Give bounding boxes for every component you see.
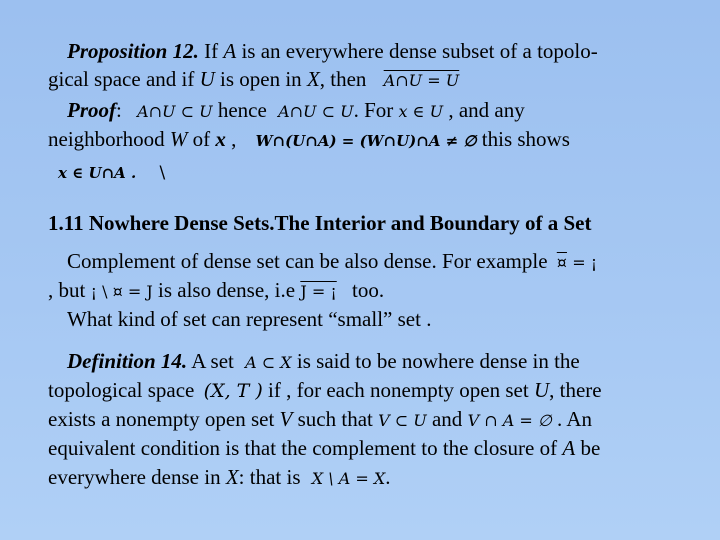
- proposition-line-2: [48, 66, 459, 94]
- complement-symbol-2: ¡ \ ¤ = J: [90, 282, 153, 301]
- proposition-text-if: If: [204, 39, 219, 63]
- definition-formula-2: (X, T ): [203, 380, 263, 402]
- proof-text-for: . For: [353, 98, 394, 122]
- definition-var-a: A: [562, 436, 576, 460]
- definition-formula-4: V ∩ A = ∅: [467, 411, 552, 430]
- complement-text-but: , but: [48, 278, 86, 302]
- proposition-text-then: , then: [319, 67, 367, 91]
- proposition-label: Proposition 12.: [67, 39, 199, 63]
- definition-text-everywhere: everywhere dense in: [48, 465, 221, 489]
- proof-text-neighborhood: neighborhood: [48, 127, 165, 151]
- complement-text-also-dense: is also dense, i.e: [158, 278, 296, 302]
- proof-text-this-shows: this shows: [481, 127, 570, 151]
- definition-text-there: , there: [549, 378, 602, 402]
- definition-formula-5: X \ A = X: [311, 469, 386, 488]
- complement-line-2: [48, 277, 384, 305]
- definition-text-topological: topological space: [48, 378, 195, 402]
- proof-var-x: x: [215, 127, 226, 151]
- proof-line-3: [58, 158, 165, 186]
- definition-text-1: is said to be nowhere dense in the: [296, 349, 580, 373]
- definition-text-exists: exists a nonempty open set: [48, 407, 275, 431]
- proof-line-2: [48, 126, 570, 154]
- proof-formula-5: x ∈ U∩A .: [58, 164, 137, 182]
- definition-var-v: V: [279, 407, 293, 431]
- proof-text-hence: hence: [217, 98, 267, 122]
- proof-formula-1: A∩U ⊂ U: [137, 102, 213, 121]
- definition-text-period: .: [385, 465, 391, 489]
- complement-symbol-1: ¤: [556, 253, 567, 272]
- definition-line-2: [48, 377, 602, 404]
- proof-var-w: W: [169, 127, 188, 151]
- definition-text-and: and: [431, 407, 463, 431]
- definition-text-an: . An: [557, 407, 593, 431]
- definition-var-u: U: [533, 378, 550, 402]
- proof-end-mark: \: [159, 163, 166, 183]
- proof-formula-3: x ∈ U: [398, 102, 444, 121]
- definition-line-4: [48, 435, 600, 461]
- proposition-text-dense: is an everywhere dense subset of a topolo-: [241, 39, 598, 63]
- proof-comma: ,: [231, 127, 237, 151]
- definition-text-a-set: A set: [191, 349, 234, 373]
- proposition-var-u: U: [199, 67, 215, 91]
- proposition-text-open: is open in: [220, 67, 302, 91]
- proof-text-and-any: , and any: [448, 98, 525, 122]
- definition-formula-3: V ⊂ U: [378, 411, 427, 430]
- definition-text-be: be: [580, 436, 601, 460]
- definition-line-3: [48, 406, 592, 434]
- proposition-var-a: A: [223, 39, 237, 63]
- definition-line-1: [67, 348, 580, 376]
- definition-var-x: X: [225, 465, 239, 489]
- proof-formula-4: W∩(U∩A) = (W∩U)∩A ≠ ∅: [255, 132, 477, 150]
- definition-formula-1: A ⊂ X: [245, 353, 292, 372]
- section-heading: 1.11 Nowhere Dense Sets.The Interior and Boundary of a Set: [48, 211, 592, 235]
- proposition-formula: A∩U = U: [383, 71, 460, 90]
- proposition-text-gical: gical space and if: [48, 67, 195, 91]
- definition-label: Definition 14.: [67, 349, 188, 373]
- proof-line-1: [67, 97, 525, 125]
- complement-symbol-3: J = ¡: [300, 282, 337, 301]
- definition-line-5: [48, 464, 391, 492]
- complement-text-3: What kind of set can represent “small” set .: [67, 307, 432, 331]
- definition-text-equivalent: equivalent condition is that the complement to the closure of: [48, 436, 558, 460]
- definition-text-that-is: : that is: [238, 465, 301, 489]
- complement-line-1: [67, 248, 597, 276]
- complement-line-3: [67, 306, 431, 332]
- complement-text-1: Complement of dense set can be also dense. For example: [67, 249, 548, 273]
- complement-text-too: too.: [352, 278, 385, 302]
- complement-symbol-1-eq: = ¡: [572, 253, 598, 272]
- proof-label: Proof: [67, 98, 116, 122]
- definition-text-if-each: if , for each nonempty open set: [268, 378, 529, 402]
- definition-text-such-that: such that: [297, 407, 373, 431]
- proof-text-of: of: [192, 127, 211, 151]
- proposition-line-1: [67, 38, 598, 64]
- proposition-var-x: X: [306, 67, 320, 91]
- proof-colon: :: [116, 98, 122, 122]
- proof-formula-2: A∩U ⊂ U: [278, 102, 354, 121]
